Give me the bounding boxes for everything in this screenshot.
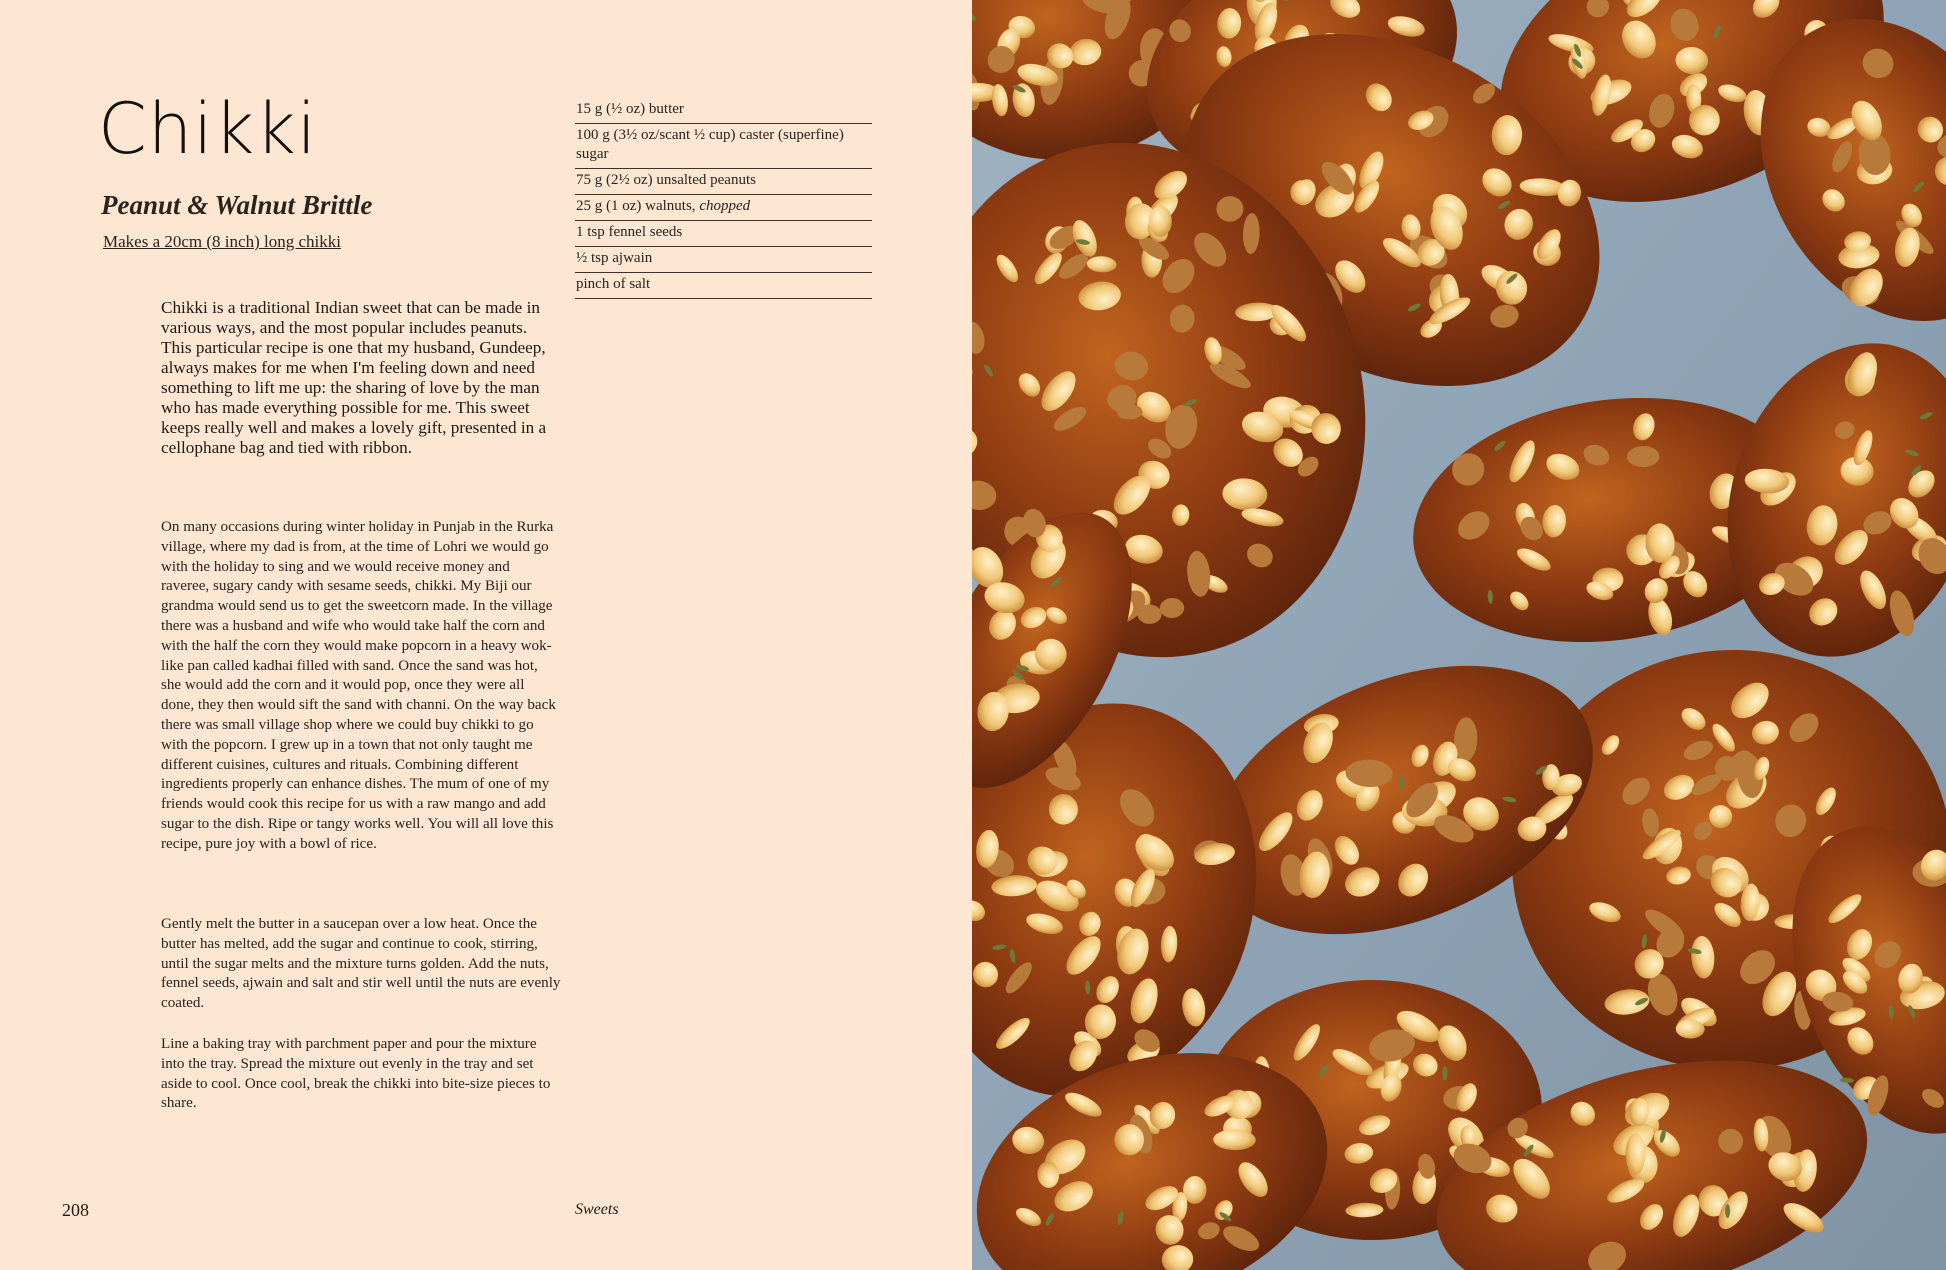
page-number: 208 bbox=[62, 1200, 89, 1220]
ingredient-list bbox=[575, 98, 872, 299]
recipe-yield: Makes a 20cm (8 inch) long chikki bbox=[103, 232, 341, 251]
ingredient-item: 25 g (1 oz) walnuts, chopped bbox=[575, 195, 872, 221]
ingredient-item: 1 tsp fennel seeds bbox=[575, 221, 872, 247]
recipe-title: Chikki bbox=[98, 88, 318, 170]
food-photo bbox=[972, 0, 1946, 1270]
ingredient-item: pinch of salt bbox=[575, 273, 872, 299]
intro-paragraph: Chikki is a traditional Indian sweet that can be made in various ways, and the most popular includes peanuts. This particular recipe is one that my husband, Gundeep, always makes for me when I'm feeling down and need something to lift me up: the sharing of love by the man who has made everything possible for me. This sweet keeps really well and makes a lovely gift, presented in a cellophane bag and tied with ribbon. bbox=[161, 298, 547, 457]
ingredient-item: ½ tsp ajwain bbox=[575, 247, 872, 273]
chikki-photo bbox=[972, 0, 1946, 1270]
ingredient-note: chopped bbox=[699, 198, 751, 214]
story-paragraph: On many occasions during winter holiday in Punjab in the Rurka village, where my dad is from, at the time of Lohri we would go with the holiday to sing and we would receive money and raveree, sugary candy with sesame seeds, chikki. My Biji our grandma would send us to get the sweetcorn made. In the village there was a husband and wife who would take half the corn and with the half the corn they would make popcorn in a heavy wok-like pan called kadhai filled with sand. Once the sand was hot, she would add the corn and it would pop, once they were all done, they then would sift the sand with channi. On the way back there was small village shop where we could buy chikki to go with the popcorn. I grew up in a town that not only taught me different cuisines, cultures and rituals. Combining different ingredients properly can enhance dishes. The mum of one of my friends would cook this recipe for us with a raw mango and add sugar to the dish. Ripe or tangy works well. You will all love this recipe, pure joy with a bowl of rice. bbox=[161, 519, 556, 852]
method-step-2: Line a baking tray with parchment paper and pour the mixture into the tray. Spread the mixture out evenly in the tray and set aside to cool. Once cool, break the chikki into bite-size pieces to share. bbox=[161, 1036, 551, 1112]
method-step-1: Gently melt the butter in a saucepan over a low heat. Once the butter has melted, add the sugar and continue to cook, stirring, until the sugar melts and the mixture turns golden. Add the nuts, fennel seeds, ajwain and salt and stir well until the nuts are evenly coated. bbox=[161, 916, 561, 1012]
peanut bbox=[1149, 206, 1172, 237]
ingredient-item: 100 g (3½ oz/scant ½ cup) caster (superfine) sugar bbox=[575, 124, 872, 169]
left-page bbox=[0, 0, 972, 1270]
ingredient-item: 75 g (2½ oz) unsalted peanuts bbox=[575, 169, 872, 195]
fennel-seed bbox=[1725, 1204, 1730, 1218]
section-name: Sweets bbox=[575, 1201, 619, 1218]
ingredient-item: 15 g (½ oz) butter bbox=[575, 98, 872, 124]
peanut bbox=[1626, 1133, 1646, 1175]
recipe-subtitle: Peanut & Walnut Brittle bbox=[101, 190, 373, 220]
